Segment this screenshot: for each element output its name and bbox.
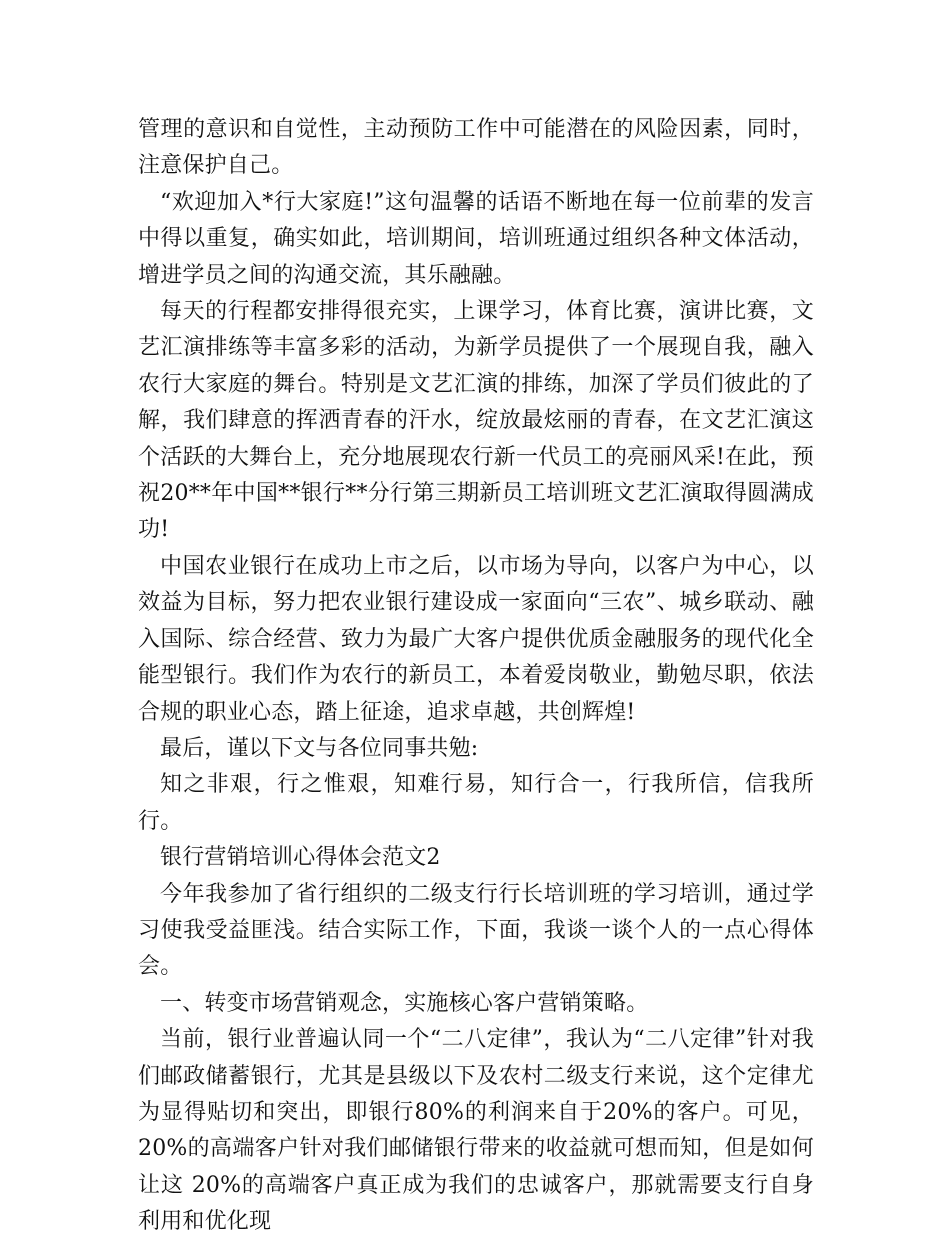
paragraph-activities: 每天的行程都安排得很充实，上课学习，体育比赛，演讲比赛，文艺汇演排练等丰富多彩的活动，为新学员提供了一个展现自我，融入农行大家庭的舞台。特别是文艺汇演的排练，加深了学员们彼此的了解，我们肆意的挥洒青春的汗水，绽放最炫丽的青春，在文艺汇演这个活跃的大舞台上，充分地展现农行新一代员工的亮丽风采!在此，预祝20**年中国**银行**分行第三期新员工培训班文艺汇演取得圆满成功! xyxy=(138,299,814,543)
section-heading: 银行营销培训心得体会范文2 xyxy=(160,845,441,871)
paragraph-continuation: 管理的意识和自觉性，主动预防工作中可能潜在的风险因素，同时，注意保护自己。 xyxy=(138,117,814,179)
paragraph-motto: 知之非艰，行之惟艰，知难行易，知行合一，行我所信，信我所行。 xyxy=(138,772,814,834)
paragraph-closing: 最后，谨以下文与各位同事共勉: xyxy=(160,735,479,761)
paragraph-abc-mission: 中国农业银行在成功上市之后，以市场为导向，以客户为中心，以效益为目标，努力把农业银行建设成一家面向“三农”、城乡联动、融入国际、综合经营、致力为最广大客户提供优质金融服务的现代化全能型银行。我们作为农行的新员工，本着爱岗敬业，勤勉尽职，依法合规的职业心态，踏上征途，追求卓越，共创辉煌! xyxy=(138,553,814,725)
paragraph-training-intro: 今年我参加了省行组织的二级支行行长培训班的学习培训，通过学习使我受益匪浅。结合实际工作，下面，我谈一谈个人的一点心得体会。 xyxy=(138,881,814,980)
paragraph-pareto: 当前，银行业普遍认同一个“二八定律”，我认为“二八定律”针对我们邮政储蓄银行，尤其是县级以下及农村二级支行来说，这个定律尤为显得贴切和突出，即银行80%的利润来自于20%的客户。可见，20%的高端客户针对我们邮储银行带来的收益就可想而知，但是如何让这 20%的高端客户真正成为我们的忠诚客户，那就需要支行自身利用和优化现 xyxy=(138,1027,814,1235)
document-body xyxy=(138,112,814,1241)
paragraph-welcome: “欢迎加入*行大家庭!”这句温馨的话语不断地在每一位前辈的发言中得以重复，确实如此，培训期间，培训班通过组织各种文体活动，增进学员之间的沟通交流，其乐融融。 xyxy=(138,189,814,288)
paragraph-subheading-one: 一、转变市场营销观念，实施核心客户营销策略。 xyxy=(160,990,649,1016)
